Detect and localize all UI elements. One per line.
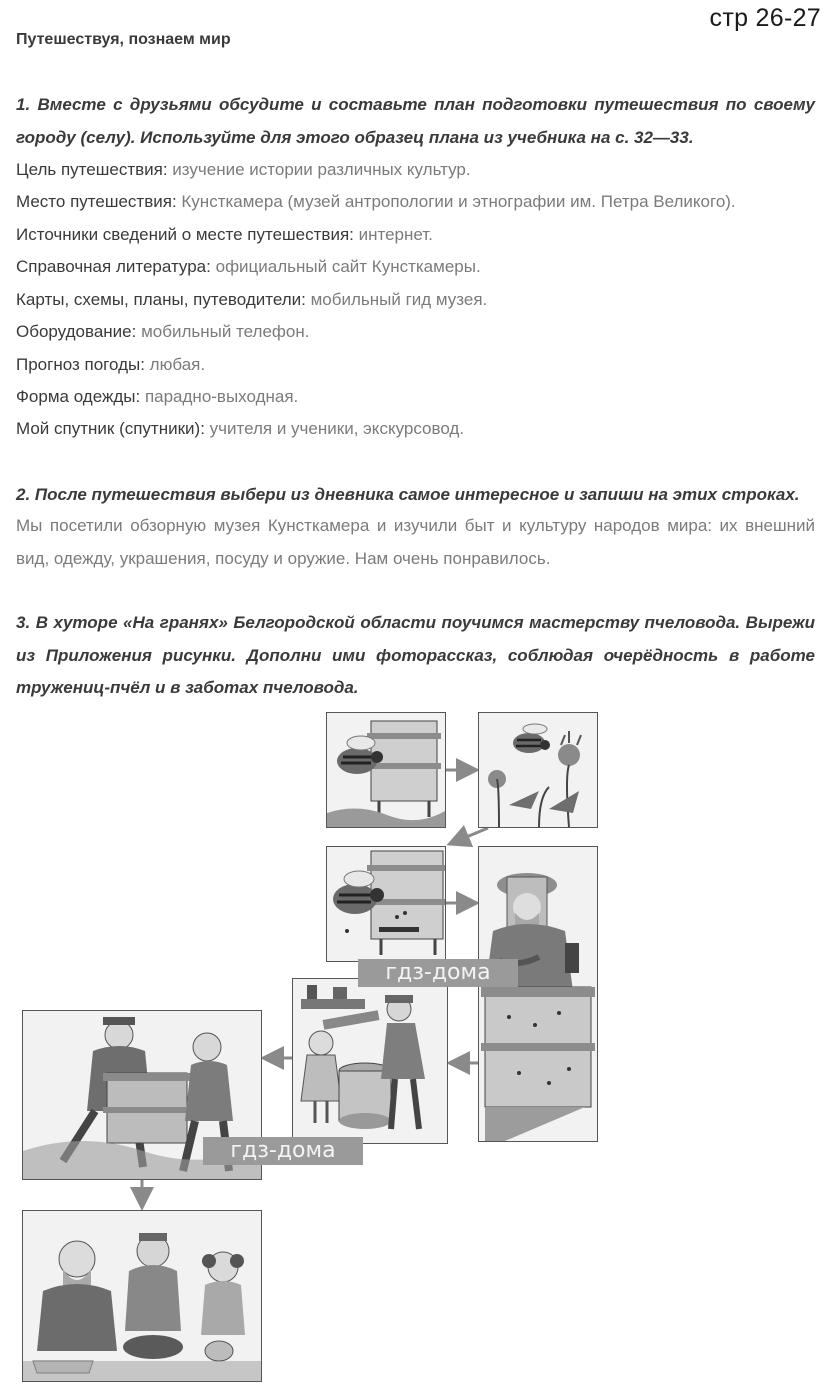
bee-on-flower-picture: [478, 712, 598, 828]
plan-item-value: интернет.: [358, 225, 433, 244]
plan-item-label: Место путешествия:: [16, 192, 177, 211]
plan-item-goal: [16, 154, 815, 187]
plan-item-label: Форма одежды:: [16, 387, 141, 406]
plan-item-value: официальный сайт Кунсткамеры.: [215, 257, 481, 276]
bee-at-hive-picture: [326, 712, 446, 828]
plan-item-equipment: [16, 316, 815, 349]
plan-item-value: Кунсткамера (музей антропологии и этнографии им. Петра Великого).: [181, 192, 736, 211]
plan-item-label: Мой спутник (спутники):: [16, 419, 205, 438]
page-reference: стр 26-27: [709, 4, 821, 32]
watermark-label: гдз-дома: [203, 1137, 363, 1165]
task-1-heading: 1. Вместе с друзьями обсудите и составьте план подготовки путешествия по своему городу (селу). Используйте для этого образец плана из учебника на с. 32—33.: [16, 95, 815, 147]
plan-item-label: Прогноз погоды:: [16, 355, 145, 374]
plan-item-label: Цель путешествия:: [16, 160, 168, 179]
plan-item-place: [16, 186, 815, 219]
plan-item-value: мобильный гид музея.: [310, 290, 488, 309]
plan-item-label: Источники сведений о месте путешествия:: [16, 225, 354, 244]
plan-item-value: изучение истории различных культур.: [172, 160, 471, 179]
plan-item-label: Оборудование:: [16, 322, 137, 341]
plan-item-reference: [16, 251, 815, 284]
honey-extraction-picture: [292, 978, 448, 1144]
tea-with-honey-picture: [22, 1210, 262, 1382]
watermark-label: гдз-дома: [358, 959, 518, 987]
plan-item-value: мобильный телефон.: [141, 322, 310, 341]
plan-item-value: парадно-выходная.: [144, 387, 299, 406]
plan-item-label: Карты, схемы, планы, путеводители:: [16, 290, 306, 309]
plan-item-companions: [16, 413, 815, 446]
document-title: Путешествуя, познаем мир: [16, 31, 231, 48]
plan-item-value: любая.: [149, 355, 206, 374]
beekeeper-with-smoker-picture: [478, 846, 598, 1142]
task-3-heading: 3. В хуторе «На гранях» Белгородской области поучимся мастерству пчеловода. Вырежи из Приложения рисунки. Дополни ими фоторассказ, соблюдая очерёдность в работе тружениц-пчёл и в заботах пчеловода.: [16, 613, 815, 697]
bees-entering-hive-picture: [326, 846, 446, 962]
plan-item-clothes: [16, 381, 815, 414]
plan-item-maps: [16, 284, 815, 317]
plan-item-label: Справочная литература:: [16, 257, 211, 276]
task-2-heading: 2. После путешествия выбери из дневника самое интересное и запиши на этих строках.: [16, 485, 800, 504]
plan-item-value: учителя и ученики, экскурсовод.: [209, 419, 465, 438]
task-2-answer: Мы посетили обзорную музея Кунсткамера и изучили быт и культуру народов мира: их внешний вид, одежду, украшения, посуду и оружие. Нам очень понравилось.: [16, 516, 815, 568]
plan-item-weather: [16, 349, 815, 382]
plan-item-sources: [16, 219, 815, 252]
